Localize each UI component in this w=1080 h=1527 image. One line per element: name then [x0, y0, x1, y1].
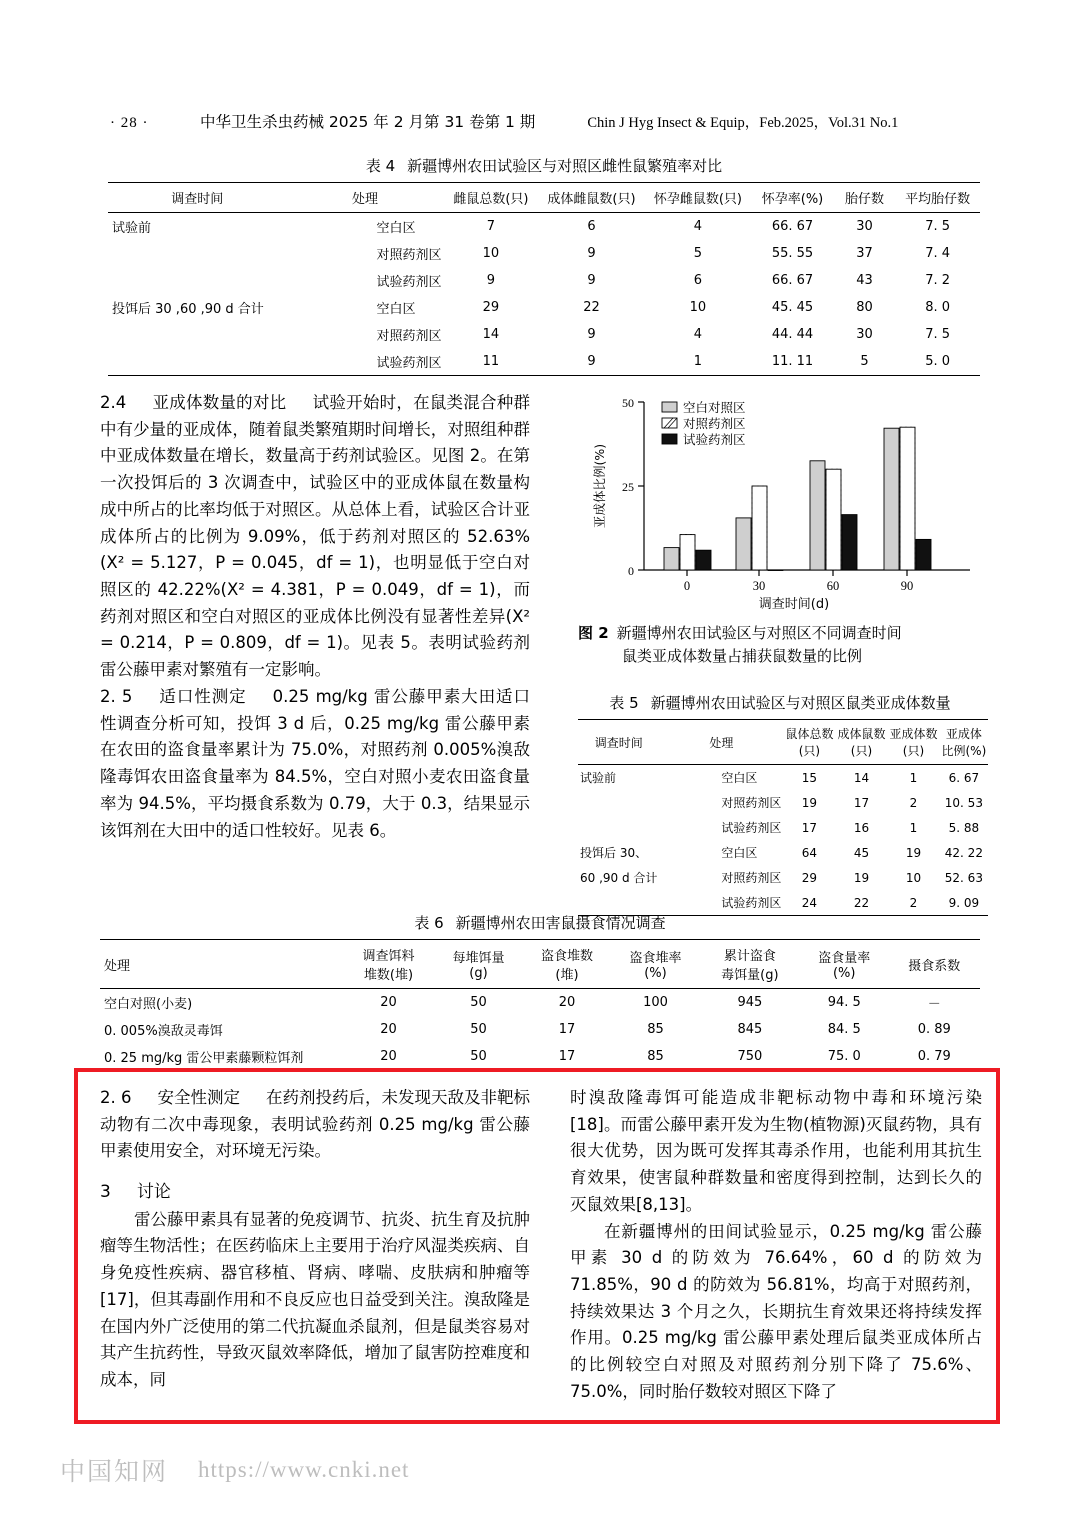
col-header: [835, 720, 887, 765]
watermark-url: https://www.cnki.net: [198, 1457, 410, 1482]
cell: 50: [470, 995, 487, 1010]
cell: 14: [482, 327, 500, 342]
cell: [108, 267, 287, 294]
table-4-caption: [108, 155, 980, 176]
cell: 17: [801, 820, 818, 835]
cell: 5: [693, 246, 703, 261]
cell: 9. 09: [939, 890, 988, 916]
cell: 6. 67: [948, 770, 980, 785]
col-header: 处理: [287, 183, 444, 213]
cell: 11. 11: [751, 348, 834, 376]
cell: 4: [693, 327, 703, 342]
cell: 30: [856, 327, 873, 342]
section-3-paragraph-3: 在新疆博州的田间试验显示，0.25 mg/kg 雷公藤甲素 30 d 的防效为 76.64%，60 d 的防效为 71.85%，90 d 的防效为 56.81%，均高于对照药剂，持续效果达 3 个月之久，长期抗生育效果还将持续发挥作用。0.25 mg/kg 雷公藤甲素处理后鼠类亚成体所占的比例较空白对照及对照药剂分别下降了 75.6%、75.0%，同时胎仔数较对照区下降了: [570, 1221, 982, 1401]
cell: 15: [801, 770, 818, 785]
cell: 50: [434, 1043, 523, 1071]
watermark-cnki-logo: 中国知网: [60, 1457, 169, 1486]
table-4-block: [108, 155, 980, 376]
body-left-column: [100, 390, 530, 844]
col-header: [659, 720, 783, 765]
col-header: 胎仔数: [834, 183, 895, 213]
cell: 19: [801, 795, 818, 810]
table-6-title: 新疆博州农田害鼠摄食情况调查: [455, 914, 666, 932]
col-header: [700, 940, 800, 989]
cell: [108, 321, 287, 348]
cell: 7. 4: [925, 246, 951, 261]
table-row: [578, 840, 988, 865]
svg-text:调查时间(d): 调查时间(d): [758, 597, 830, 610]
col-header: [888, 940, 980, 989]
col-header-line1: 亚成体: [945, 727, 982, 741]
cell: 10: [689, 300, 707, 315]
cell: 7. 2: [925, 273, 951, 288]
table-row: [108, 348, 980, 376]
svg-text:30: 30: [752, 579, 766, 593]
section-3-paragraph-2: 时溴敌隆毒饵可能造成非靶标动物中毒和环境污染[18]。而雷公藤甲素开发为生物(植物源)灭鼠药物，具有很大优势，因为既可发挥其毒杀作用，也能利用其抗生育效果，使害鼠种群数量和密度得到控制，达到长久的灭鼠效果[8,13]。: [570, 1088, 982, 1214]
section-title-2-5: 适口性测定: [158, 686, 247, 706]
cell: 10. 53: [944, 795, 983, 810]
col-header-line2: (g): [469, 966, 488, 981]
cell: 945: [737, 995, 763, 1010]
cell: 空白区: [721, 771, 758, 785]
cell: 0. 005%溴敌灵毒饵: [104, 1024, 223, 1039]
cell: 45. 45: [771, 300, 814, 315]
table-row: [108, 294, 980, 321]
section-number-2-5: 2. 5: [100, 686, 133, 706]
col-header-line1: 亚成体数: [889, 727, 938, 741]
table-row: [100, 1043, 980, 1071]
cell: [108, 348, 287, 376]
cell: 0. 89: [917, 1022, 951, 1037]
col-header-line1: 每堆饵量: [452, 951, 505, 966]
table-row: [108, 240, 980, 267]
cell: 0. 25 mg/kg 雷公甲素藤颗粒饵剂: [100, 1043, 343, 1071]
cell: 对照药剂区: [376, 329, 442, 344]
section-3-heading: [100, 1179, 530, 1207]
section-number-2-4: 2.4: [100, 393, 127, 412]
cell: 22: [583, 300, 600, 315]
paragraph-2-4: [100, 390, 530, 684]
cell: －: [927, 997, 941, 1012]
col-header-line1: 处理: [104, 958, 131, 974]
cell: 空白区: [721, 846, 758, 860]
cell: 42. 22: [944, 845, 983, 860]
cell: 9: [587, 246, 596, 261]
cell: 6: [587, 219, 596, 234]
cell: 85: [647, 1022, 664, 1037]
svg-text:对照药剂区: 对照药剂区: [683, 416, 746, 431]
cell: 空白区: [376, 221, 416, 236]
page-header: [110, 110, 980, 132]
cell: 94. 5: [827, 995, 861, 1010]
cell: 9: [587, 327, 596, 342]
cell: 80: [856, 300, 873, 315]
col-header: 成体雌鼠数(只): [538, 183, 644, 213]
col-header: [783, 720, 835, 765]
cell: 5. 0: [895, 348, 980, 376]
cell: 试验药剂区: [659, 890, 783, 916]
cell: 9: [486, 273, 496, 288]
redbox-left-column: [100, 1085, 530, 1394]
cell: 0. 79: [888, 1043, 980, 1071]
figure-2-line2: 鼠类亚成体数量占捕获鼠数量的比例: [622, 647, 863, 666]
cell: 空白区: [376, 302, 416, 317]
table-5-caption: [578, 692, 982, 713]
cell: 50: [470, 1022, 487, 1037]
svg-text:亚成体比例(%): 亚成体比例(%): [592, 443, 607, 529]
cell: 8. 0: [925, 300, 951, 315]
col-header: 怀孕率(%): [751, 183, 834, 213]
cell: 43: [856, 273, 873, 288]
cell: 45: [853, 845, 870, 860]
table-4-label: 表 4: [365, 157, 396, 175]
cell: 1: [909, 770, 918, 785]
cell: 7. 5: [925, 327, 951, 342]
col-header: 雌鼠总数(只): [444, 183, 539, 213]
col-header-line1: 盗食堆数: [540, 949, 593, 964]
cell: 5. 88: [948, 820, 980, 835]
col-header: 调查时间: [108, 183, 287, 213]
svg-text:25: 25: [622, 480, 634, 494]
cell: 空白对照(小麦): [104, 997, 193, 1012]
cell: 投饵后 30 ,60 ,90 d 合计: [112, 302, 264, 317]
cell: 7. 5: [925, 219, 951, 234]
cell: 29: [482, 300, 500, 315]
col-header-line2: (只): [850, 744, 873, 758]
cell: 845: [737, 1022, 763, 1037]
table-4-title: 新疆博州农田试验区与对照区雌性鼠繁殖率对比: [407, 157, 723, 175]
section-3-number: 3: [100, 1182, 111, 1203]
page-number: · 28 ·: [110, 115, 149, 131]
col-header: [578, 720, 659, 765]
cell: 750: [700, 1043, 800, 1071]
col-header: [611, 940, 700, 989]
col-header: [100, 940, 343, 989]
figure-2-label: 图 2: [578, 624, 609, 642]
watermark: [60, 1452, 409, 1488]
cell: 37: [856, 246, 873, 261]
col-header-line1: 调查饵料: [362, 949, 415, 964]
paragraph-2-5: [100, 684, 530, 844]
section-text-2-6: 在药剂投药后，未发现天敌及非靶标动物有二次中毒现象，表明试验药剂 0.25 mg/kg 雷公藤甲素使用安全，对环境无污染。: [100, 1088, 530, 1161]
col-header-line1: 鼠体总数: [785, 727, 834, 741]
table-row: [108, 213, 980, 241]
cell: 20: [558, 995, 576, 1010]
col-header: [434, 940, 523, 989]
col-header-line2: (堆): [555, 968, 579, 983]
col-header-line2: (只): [798, 744, 821, 758]
svg-text:试验药剂区: 试验药剂区: [683, 432, 746, 447]
table-row: [108, 267, 980, 294]
section-text-2-5: 0.25 mg/kg 雷公藤甲素大田适口性调查分析可知，投饵 3 d 后，0.25 mg/kg 雷公藤甲素在农田的盗食量率累计为 75.0%，对照药剂 0.005%溴敌隆毒饵农田盗食量率为 84.5%，空白对照小麦农田盗食量率为 94.5%，平均摄食系数为 0.79，大于 0.3，结果显示该饵剂在大田中的适口性较好。见表 6。: [100, 686, 530, 840]
svg-text:0: 0: [683, 579, 691, 593]
section-title-2-6: 安全性测定: [157, 1088, 240, 1107]
cell: 20: [380, 1022, 397, 1037]
cell: 20: [343, 1043, 434, 1071]
table-row: [100, 1016, 980, 1043]
journal-title-cn: 中华卫生杀虫药械 2025 年 2 月第 31 卷第 1 期: [200, 113, 536, 131]
table-6-block: [100, 912, 980, 1071]
col-header-line2: 毒饵量(g): [721, 968, 779, 983]
section-3-title: 讨论: [136, 1182, 171, 1203]
col-header-line2: (%): [832, 966, 856, 981]
table-header-row: [100, 940, 980, 989]
cell: 64: [801, 845, 818, 860]
cell: 24: [783, 890, 835, 916]
col-header-line1: 盗食量率: [818, 951, 871, 966]
cell: 试验药剂区: [376, 275, 442, 290]
col-header: 平均胎仔数: [895, 183, 980, 213]
col-header: [800, 940, 889, 989]
cell: 16: [853, 820, 870, 835]
figure-2-line1: 新疆博州农田试验区与对照区不同调查时间: [616, 624, 902, 642]
cell: 试验药剂区: [287, 348, 444, 376]
col-header-line2: (%): [644, 966, 667, 981]
table-row: [100, 989, 980, 1017]
cell: 66. 67: [771, 219, 814, 234]
cell: 17: [523, 1043, 612, 1071]
redbox-right-column: [570, 1085, 982, 1406]
cell: 6: [693, 273, 703, 288]
cell: 22: [835, 890, 887, 916]
paragraph-2-6: [100, 1085, 530, 1165]
cell: 17: [853, 795, 870, 810]
section-number-2-6: 2. 6: [100, 1088, 132, 1107]
cell: 9: [587, 273, 596, 288]
cell: 66. 67: [771, 273, 814, 288]
cell: 10: [482, 246, 500, 261]
cell: 9: [538, 348, 644, 376]
col-header-line1: 累计盗食: [723, 949, 776, 964]
cell: 对照药剂区: [721, 796, 782, 810]
table-6: [100, 939, 980, 1071]
section-text-2-4: 试验开始时，在鼠类混合种群中有少量的亚成体，随着鼠类繁殖期时间增长，对照组种群中亚成体数量在增长，数量高于药剂试验区。见图 2。在第一次投饵后的 3 次调查中，试验区中的亚成体鼠在数量构成中所占的比率均低于对照区。从总体上看，试验区合计亚成体所占的比例为 9.09%，低于药剂对照区的 52.63%(X² = 5.127，P = 0.045，df = 1)，也明显低于空白对照区的 42.22%(X² = 4.381，P = 0.049，df = 1)，而药剂对照区和空白对照区的亚成体比例没有显著性差异(X² = 0.214，P = 0.809，df = 1)。见表 5。表明试验药剂雷公藤甲素对繁殖有一定影响。: [100, 393, 531, 680]
cell: 试验前: [580, 771, 617, 785]
table-6-caption: [100, 912, 980, 933]
cell: 55. 55: [771, 246, 814, 261]
cell: 对照药剂区: [721, 871, 782, 885]
cell: 4: [693, 219, 703, 234]
col-header: [523, 940, 612, 989]
cell: 100: [643, 995, 668, 1010]
col-header: 怀孕雌鼠数(只): [645, 183, 751, 213]
cell: 试验前: [112, 221, 152, 236]
cell: 17: [558, 1022, 576, 1037]
table-5-block: [578, 692, 987, 916]
col-header-line1: 摄食系数: [908, 958, 961, 974]
cell: 75. 0: [800, 1043, 889, 1071]
col-header-line1: 成体鼠数: [837, 727, 886, 741]
table-row: [108, 321, 980, 348]
cell: 84. 5: [827, 1022, 861, 1037]
figure-2-chart: [578, 388, 982, 610]
cell: 20: [380, 995, 397, 1010]
cell: [578, 815, 659, 840]
cell: 1: [909, 820, 918, 835]
cell: 85: [611, 1043, 700, 1071]
cell: 60 ,90 d 合计: [580, 871, 658, 885]
cell: 29: [801, 870, 818, 885]
section-title-2-4: 亚成体数量的对比: [152, 393, 287, 412]
cell: 10: [905, 870, 922, 885]
col-header: [887, 720, 939, 765]
svg-text:90: 90: [900, 579, 914, 593]
cell: 试验药剂区: [721, 821, 782, 835]
table-4: [108, 182, 980, 376]
col-header-line2: (只): [902, 744, 925, 758]
table-5-title: 新疆博州农田试验区与对照区鼠类亚成体数量: [650, 694, 951, 712]
cell: 19: [853, 870, 870, 885]
svg-text:60: 60: [826, 579, 840, 593]
table-5-label: 表 5: [609, 694, 639, 712]
svg-text:50: 50: [622, 396, 634, 410]
table-5: [578, 719, 988, 916]
svg-text:空白对照区: 空白对照区: [683, 400, 746, 415]
cell: 2: [887, 890, 939, 916]
col-header: [939, 720, 988, 765]
figure-2-caption: [578, 622, 982, 669]
table-row: [578, 790, 988, 815]
cell: 5: [834, 348, 895, 376]
table-row: [578, 765, 988, 791]
col-header-line1: 处理: [709, 735, 734, 750]
table-row: [578, 815, 988, 840]
svg-text:0: 0: [628, 564, 634, 578]
cell: 投饵后 30、: [580, 846, 648, 860]
cell: 52. 63: [944, 870, 983, 885]
cell: 2: [909, 795, 918, 810]
cell: 1: [645, 348, 751, 376]
cell: 对照药剂区: [376, 248, 442, 263]
col-header-line1: 盗食堆率: [629, 951, 682, 966]
cell: 44. 44: [771, 327, 814, 342]
table-row: [578, 865, 988, 890]
col-header-line1: 调查时间: [594, 735, 643, 750]
table-6-label: 表 6: [414, 914, 444, 932]
cell: 14: [853, 770, 870, 785]
table-header-row: [108, 183, 980, 213]
col-header: [343, 940, 434, 989]
bar-chart-svg: [578, 388, 982, 610]
cell: [108, 240, 287, 267]
col-header-line2: 堆数(堆): [363, 968, 414, 983]
col-header-line2: 比例(%): [941, 744, 987, 758]
cell: [578, 790, 659, 815]
section-3-paragraph-1: 雷公藤甲素具有显著的免疫调节、抗炎、抗生育及抗肿瘤等生物活性；在医药临床上主要用于治疗风湿类疾病、自身免疫性疾病、器官移植、肾病、哮喘、皮肤病和肿瘤等[17]，但其毒副作用和不良反应也日益受到关注。溴敌隆是在国内外广泛使用的第二代抗凝血杀鼠剂，但是鼠类容易对其产生抗药性，导致灭鼠效率降低，增加了鼠害防控难度和成本，同: [100, 1209, 530, 1389]
cell: 7: [486, 219, 496, 234]
table-header-row: [578, 720, 988, 765]
cell: 19: [905, 845, 922, 860]
cell: 30: [856, 219, 873, 234]
cell: 11: [444, 348, 539, 376]
journal-title-en: Chin J Hyg Insect & Equip，Feb.2025，Vol.31 No.1: [587, 115, 899, 131]
